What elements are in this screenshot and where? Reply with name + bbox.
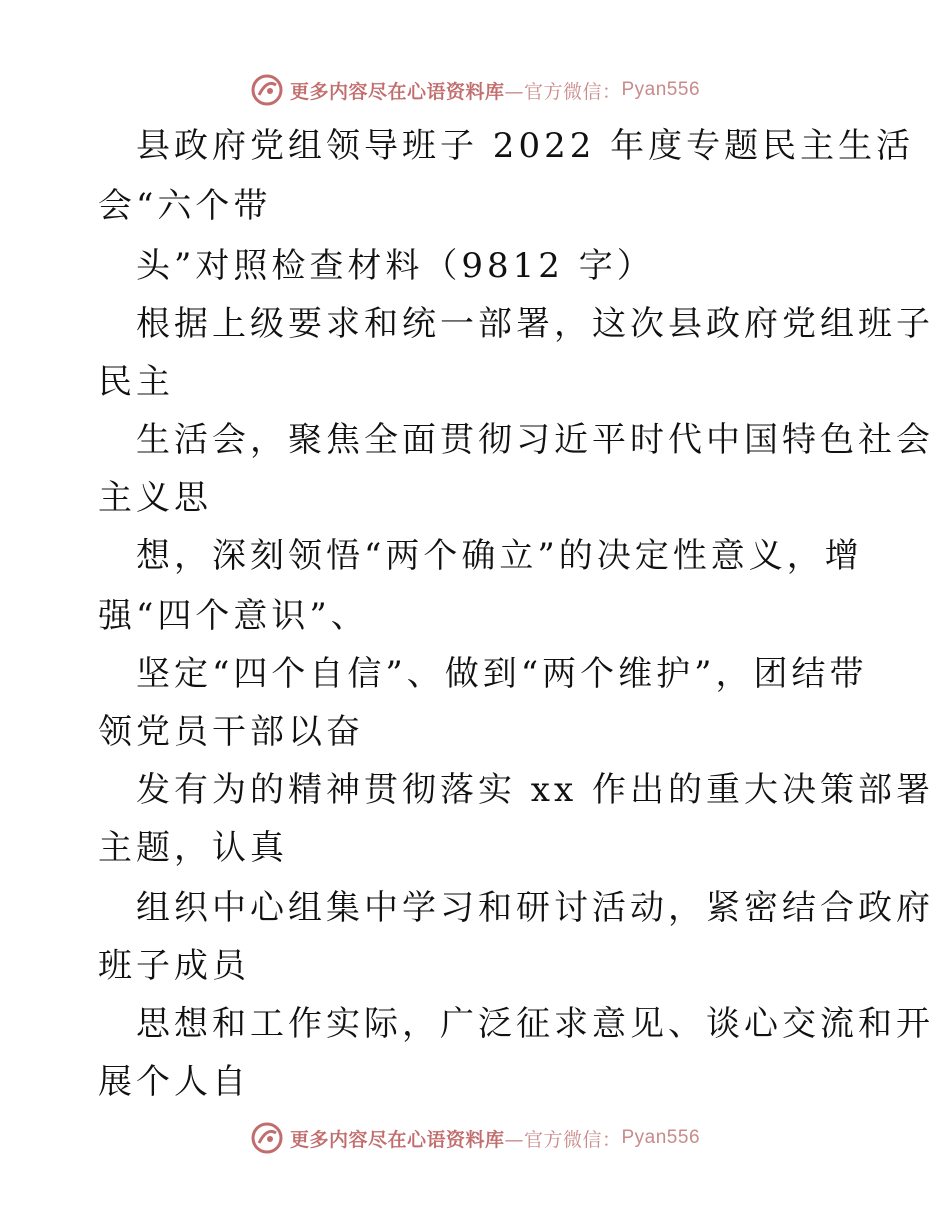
doc-line: 组织中心组集中学习和研讨活动，紧密结合政府: [136, 888, 934, 928]
header-watermark: [0, 70, 950, 110]
watermark-brand: 更多内容尽在心语资料库: [289, 80, 505, 103]
watermark-id: Pyan556: [621, 79, 701, 100]
doc-line: 县政府党组领导班子 2022 年度专题民主生活: [136, 126, 915, 166]
doc-line: 强“四个意识”、: [98, 596, 369, 636]
doc-line: 民主: [98, 362, 174, 402]
doc-line: 会“六个带: [98, 186, 272, 226]
doc-line: 生活会，聚焦全面贯彻习近平时代中国特色社会: [136, 420, 934, 460]
doc-line: 班子成员: [98, 946, 250, 986]
watermark-brand: 更多内容尽在心语资料库: [289, 1128, 505, 1151]
logo-icon: [250, 73, 284, 107]
watermark-label: —官方微信：: [504, 80, 622, 103]
doc-line: 坚定“四个自信”、做到“两个维护”，团结带: [136, 654, 868, 694]
watermark-label: —官方微信：: [504, 1128, 622, 1151]
doc-line: 想，深刻领悟“两个确立”的决定性意义，增: [136, 536, 863, 576]
logo-icon: [250, 1121, 284, 1155]
doc-line: 思想和工作实际，广泛征求意见、谈心交流和开: [136, 1004, 934, 1044]
doc-line: 发有为的精神贯彻落实 xx 作出的重大决策部署: [136, 770, 934, 810]
doc-line: 根据上级要求和统一部署，这次县政府党组班子: [136, 304, 934, 344]
watermark-id: Pyan556: [621, 1127, 701, 1148]
doc-line: 头”对照检查材料（9812 字）: [136, 246, 655, 286]
doc-line: 主题，认真: [98, 828, 288, 868]
doc-line: 主义思: [98, 478, 212, 518]
footer-watermark: [0, 1118, 950, 1158]
doc-line: 领党员干部以奋: [98, 712, 364, 752]
doc-line: 展个人自: [98, 1062, 250, 1102]
